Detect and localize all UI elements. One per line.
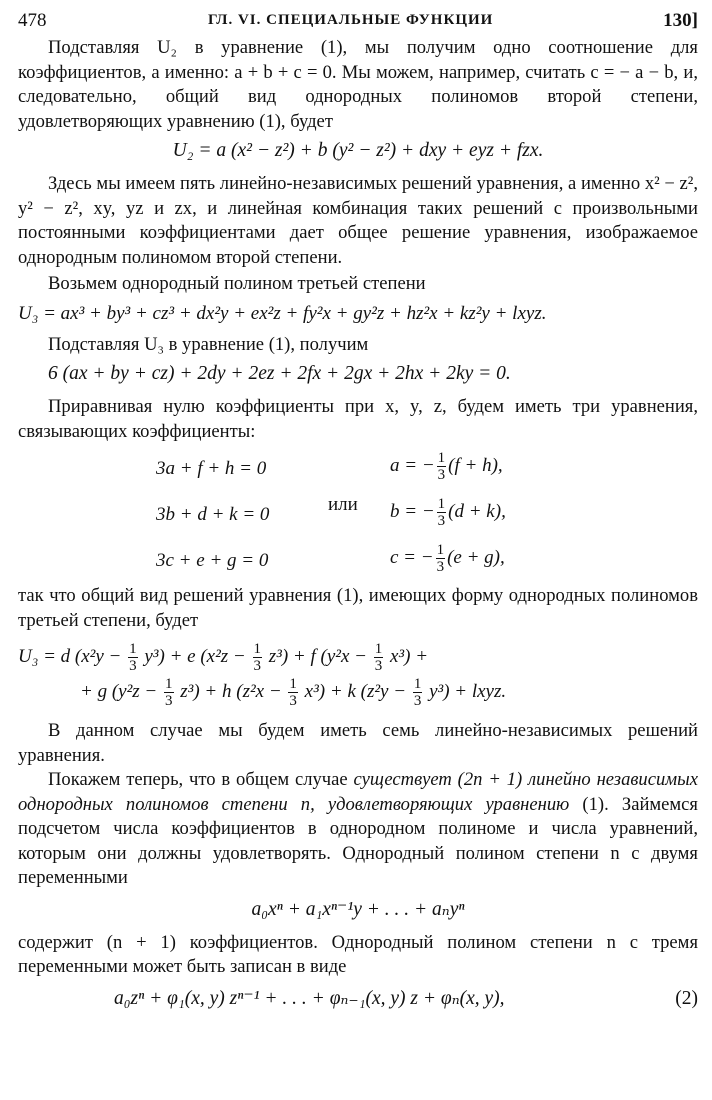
equation-substituted: 6 (ax + by + cz) + 2dy + 2ez + 2fx + 2gx + 2hx + 2ky = 0. xyxy=(48,363,511,384)
book-page xyxy=(18,8,698,1012)
system-right-3-rhs: (e + g), xyxy=(447,546,505,568)
paragraph-3: Возьмем однородный полином третьей степени xyxy=(48,273,426,294)
paragraph-1: Подставляя U₂ в уравнение (1), мы получим одно соотношение для коэффициентов, а именно: a + b + c = 0. Мы можем, например, считать c = − a − b, и, следовательно, общий вид однородных полиномов второй степени, удовлетворяющих уравнению (1), будет xyxy=(18,37,698,132)
emphasized-statement: существует (2n + 1) линейно независимых однородных полиномов степени n, удовлетворяющих уравнению xyxy=(18,769,698,815)
fraction: $\frac{1}{3}$ xyxy=(436,542,445,575)
running-title: ГЛ. VI. СПЕЦИАЛЬНЫЕ ФУНКЦИИ xyxy=(208,12,494,28)
equation-u3-general-line1: U₃ = d (x²y − $\frac{1}{3}$ y³) + e (x²z − $\frac{1}{3}$ z³) + f (y²x − $\frac{1}{3}$ x³) + xyxy=(18,641,429,674)
paragraph-2: Здесь мы имеем пять линейно-независимых решений уравнения, а именно x² − z², y² − z², xy, yz и zx, и линейная комбинация таких решений с произвольными постоянными коэффициентами дает общее решение уравнения, изображаемое однородным полиномом второй степени. xyxy=(18,173,698,268)
paragraph-5: Приравнивая нулю коэффициенты при x, y, z, будем иметь три уравнения, связывающих коэффициенты: xyxy=(18,396,698,442)
system-left-1: 3a + f + h = 0 xyxy=(156,458,267,479)
system-right-1-lhs: a = − xyxy=(390,454,435,476)
system-right-2-lhs: b = − xyxy=(390,500,435,522)
system-left-2: 3b + d + k = 0 xyxy=(156,504,270,525)
equation-number: (2) xyxy=(675,987,698,1009)
system-right-3-lhs: c = − xyxy=(390,546,434,568)
system-right-1 xyxy=(390,450,503,483)
system-left-3: 3c + e + g = 0 xyxy=(156,550,269,571)
paragraph-6: так что общий вид решений уравнения (1), имеющих форму однородных полиномов третьей степени, будет xyxy=(18,585,698,631)
paragraph-7: В данном случае мы будем иметь семь линейно-независимых решений уравнения. xyxy=(18,720,698,766)
section-number: 130] xyxy=(663,10,698,31)
paragraph-8: Покажем теперь, что в общем случае существует (2n + 1) линейно независимых однородных полиномов степени n, удовлетворяющих уравнению (1). Займемся подсчетом числа коэффициентов в однородном полиноме и числа уравнений, которым они должны удовлетворять. Однородный полином степени n с двумя переменными xyxy=(18,769,698,888)
equation-u3-general-line2: + g (y²z − $\frac{1}{3}$ z³) + h (z²x − $\frac{1}{3}$ x³) + k (z²y − $\frac{1}{3}$ y³) + lxyz. xyxy=(80,676,507,709)
fraction: $\frac{1}{3}$ xyxy=(437,496,446,529)
equation-u2: U₂ = a (x² − z²) + b (y² − z²) + dxy + eyz + fzx. xyxy=(172,140,544,161)
equation-two-variable-polynomial: a₀xⁿ + a₁xⁿ⁻¹y + . . . + aₙyⁿ xyxy=(251,898,465,920)
system-right-2 xyxy=(390,496,506,529)
system-right-1-rhs: (f + h), xyxy=(448,454,503,476)
fraction: $\frac{1}{3}$ xyxy=(437,450,446,483)
paragraph-4: Подставляя U₃ в уравнение (1), получим xyxy=(48,333,369,355)
system-connector: или xyxy=(328,494,358,515)
paragraph-9: содержит (n + 1) коэффициентов. Однородный полином степени n с тремя переменными может быть записан в виде xyxy=(18,931,698,977)
page-number: 478 xyxy=(18,10,47,31)
page-header xyxy=(18,8,698,36)
equation-system xyxy=(18,448,698,578)
equation-u3: U₃ = ax³ + by³ + cz³ + dx²y + ex²z + fy²x + gy²z + hz²x + kz²y + lxyz. xyxy=(18,302,547,324)
system-right-2-rhs: (d + k), xyxy=(448,500,506,522)
equation-2: a₀zⁿ + φ₁(x, y) zⁿ⁻¹ + . . . + φₙ₋₁(x, y) z + φₙ(x, y), (2) xyxy=(18,986,698,1012)
system-right-3 xyxy=(390,542,505,575)
